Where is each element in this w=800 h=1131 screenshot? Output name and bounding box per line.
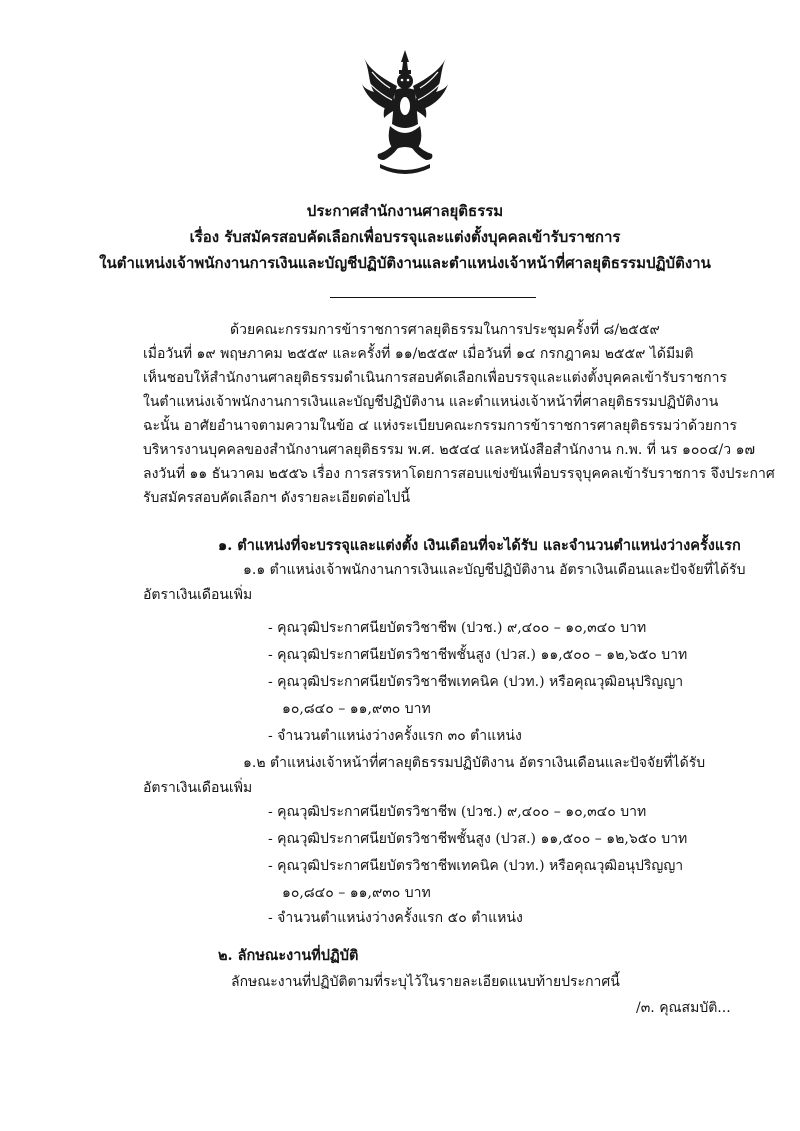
qualification-item: - คุณวุฒิประกาศนียบัตรวิชาชีพชั้นสูง (ปวส.) ๑๑,๕๐๐ – ๑๒,๖๕๐ บาท xyxy=(268,831,688,847)
intro-line: ด้วยคณะกรรมการข้าราชการศาลยุติธรรมในการประชุมครั้งที่ ๘/๒๕๕๙ xyxy=(230,322,660,338)
intro-line: รับสมัครสอบคัดเลือกฯ ดังรายละเอียดต่อไปนี้ xyxy=(143,490,411,506)
intro-line: บริหารงานบุคคลของสำนักงานศาลยุติธรรม พ.ศ. ๒๕๔๔ และหนังสือสำนักงาน ก.พ. ที่ นร ๑๐๐๔/ว ๑๗ xyxy=(143,442,756,458)
intro-line: เห็นชอบให้สำนักงานศาลยุติธรรมดำเนินการสอบคัดเลือกเพื่อบรรจุและแต่งตั้งบุคคลเข้ารับราชการ xyxy=(143,370,727,386)
subsection-1-1-heading-cont: อัตราเงินเดือนเพิ่ม xyxy=(143,587,253,603)
vacancy-count: - จำนวนตำแหน่งว่างครั้งแรก ๕๐ ตำแหน่ง xyxy=(268,910,523,926)
qualification-item: - คุณวุฒิประกาศนียบัตรวิชาชีพเทคนิค (ปวท.) หรือคุณวุฒิอนุปริญญา xyxy=(268,858,684,874)
page-continuation: /๓. คุณสมบัติ... xyxy=(636,1000,731,1016)
subsection-1-1-heading: ๑.๑ ตำแหน่งเจ้าพนักงานการเงินและบัญชีปฏิบัติงาน อัตราเงินเดือนและปัจจัยที่ได้รับ xyxy=(243,562,746,578)
intro-line: เมื่อวันที่ ๑๙ พฤษภาคม ๒๕๕๙ และครั้งที่ ๑๑/๒๕๕๙ เมื่อวันที่ ๑๔ กรกฎาคม ๒๕๕๙ ได้มีมติ xyxy=(143,346,694,362)
qualification-item: - คุณวุฒิประกาศนียบัตรวิชาชีพ (ปวช.) ๙,๔๐๐ – ๑๐,๓๔๐ บาท xyxy=(268,804,647,820)
section-1-heading: ๑. ตำแหน่งที่จะบรรจุและแต่งตั้ง เงินเดือนที่จะได้รับ และจำนวนตำแหน่งว่างครั้งแรก xyxy=(218,537,741,554)
announcement-title xyxy=(60,198,750,276)
intro-line: ลงวันที่ ๑๑ ธันวาคม ๒๕๕๖ เรื่อง การสรรหาโดยการสอบแข่งขันเพื่อบรรจุบุคคลเข้ารับราชการ จึงประกาศ xyxy=(143,466,775,482)
intro-line: ในตำแหน่งเจ้าพนักงานการเงินและบัญชีปฏิบัติงาน และตำแหน่งเจ้าหน้าที่ศาลยุติธรรมปฏิบัติงาน xyxy=(143,394,719,410)
qualification-item: ๑๐,๘๔๐ – ๑๑,๙๓๐ บาท xyxy=(282,701,431,717)
qualification-item: ๑๐,๘๔๐ – ๑๑,๙๓๐ บาท xyxy=(282,885,431,901)
intro-line: ฉะนั้น อาศัยอำนาจตามความในข้อ ๔ แห่งระเบียบคณะกรรมการข้าราชการศาลยุติธรรมว่าด้วยการ xyxy=(143,418,737,434)
qualification-item: - คุณวุฒิประกาศนียบัตรวิชาชีพเทคนิค (ปวท.) หรือคุณวุฒิอนุปริญญา xyxy=(268,674,684,690)
garuda-emblem-icon xyxy=(360,48,450,178)
title-line-3: ในตำแหน่งเจ้าพนักงานการเงินและบัญชีปฏิบัติงานและตำแหน่งเจ้าหน้าที่ศาลยุติธรรมปฏิบัติงาน xyxy=(99,254,711,272)
subsection-1-2-heading-cont: อัตราเงินเดือนเพิ่ม xyxy=(143,780,253,796)
subsection-1-2-heading: ๑.๒ ตำแหน่งเจ้าหน้าที่ศาลยุติธรรมปฏิบัติงาน อัตราเงินเดือนและปัจจัยที่ได้รับ xyxy=(243,755,706,771)
vacancy-count: - จำนวนตำแหน่งว่างครั้งแรก ๓๐ ตำแหน่ง xyxy=(268,728,522,744)
title-divider xyxy=(330,297,536,298)
section-2-heading: ๒. ลักษณะงานที่ปฏิบัติ xyxy=(218,947,359,964)
qualification-item: - คุณวุฒิประกาศนียบัตรวิชาชีพชั้นสูง (ปวส.) ๑๑,๕๐๐ – ๑๒,๖๕๐ บาท xyxy=(268,647,688,663)
section-2-body: ลักษณะงานที่ปฏิบัติตามที่ระบุไว้ในรายละเอียดแนบท้ายประกาศนี้ xyxy=(231,974,620,990)
title-line-2: เรื่อง รับสมัครสอบคัดเลือกเพื่อบรรจุและแต่งตั้งบุคคลเข้ารับราชการ xyxy=(189,228,621,246)
qualification-item: - คุณวุฒิประกาศนียบัตรวิชาชีพ (ปวช.) ๙,๔๐๐ – ๑๐,๓๔๐ บาท xyxy=(268,620,647,636)
title-line-1: ประกาศสำนักงานศาลยุติธรรม xyxy=(306,202,504,220)
